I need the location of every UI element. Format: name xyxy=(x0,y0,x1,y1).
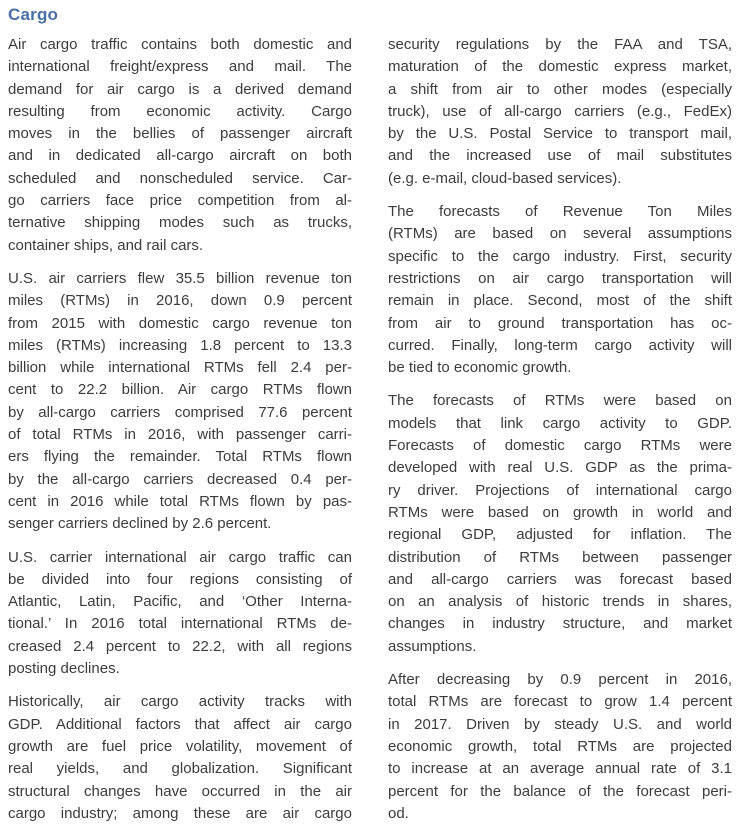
text-line: specific to the cargo industry. First, security xyxy=(388,247,732,265)
text-line: to increase at an average annual rate of 3.1 xyxy=(388,760,732,778)
text-line: ers flying the remainder. Total RTMs flown xyxy=(8,448,352,466)
text-line: from air to ground transportation has oc- xyxy=(388,314,732,332)
text-line: real yields, and globalization. Significant xyxy=(8,760,352,778)
column-right xyxy=(388,34,732,836)
text-line: container ships, and rail cars. xyxy=(8,236,204,254)
text-line: by the U.S. Postal Service to transport mail, xyxy=(388,125,732,143)
paragraph xyxy=(388,390,732,658)
text-line: go carriers face price competition from al- xyxy=(8,192,352,210)
text-line: and in dedicated all-cargo aircraft on both xyxy=(8,147,352,165)
text-line: U.S. air carriers flew 35.5 billion revenue ton xyxy=(8,269,352,287)
text-line: ry driver. Projections of international cargo xyxy=(388,481,732,499)
text-line: scheduled and nonscheduled service. Car- xyxy=(8,169,352,187)
paragraph xyxy=(8,268,352,536)
page-title: Cargo xyxy=(8,5,59,24)
text-line: creased 2.4 percent to 22.2, with all regions xyxy=(8,637,352,655)
two-column-layout xyxy=(8,34,733,836)
text-line: be divided into four regions consisting of xyxy=(8,570,352,588)
text-line: truck), use of all-cargo carriers (e.g., FedEx) xyxy=(388,102,732,120)
text-line: maturation of the domestic express market, xyxy=(388,58,732,76)
text-line: models that link cargo activity to GDP. xyxy=(388,414,732,432)
text-line: cent to 22.2 billion. Air cargo RTMs flown xyxy=(8,381,352,399)
paragraph xyxy=(8,691,352,825)
paragraph xyxy=(388,34,732,190)
text-line: cent in 2016 while total RTMs flown by pas- xyxy=(8,492,352,510)
text-line: changes in industry structure, and market xyxy=(388,615,732,633)
text-line: posting declines. xyxy=(8,660,120,678)
text-line: by the all-cargo carriers decreased 0.4 per- xyxy=(8,470,352,488)
text-line: and the increased use of mail substitutes xyxy=(388,147,732,165)
text-line: distribution of RTMs between passenger xyxy=(388,548,732,566)
text-line: RTMs were based on growth in world and xyxy=(388,503,732,521)
text-line: miles (RTMs) increasing 1.8 percent to 13.3 xyxy=(8,336,352,354)
paragraph xyxy=(388,201,732,379)
text-line: in 2017. Driven by steady U.S. and world xyxy=(388,715,732,733)
text-line: od. xyxy=(388,804,409,822)
text-line: Historically, air cargo activity tracks with xyxy=(8,693,352,711)
text-line: tional.’ In 2016 total international RTMs de- xyxy=(8,615,352,633)
text-line: by all-cargo carriers comprised 77.6 percent xyxy=(8,403,352,421)
text-line: U.S. carrier international air cargo traffic can xyxy=(8,548,352,566)
text-line: and all-cargo carriers was forecast based xyxy=(388,570,732,588)
text-line: miles (RTMs) in 2016, down 0.9 percent xyxy=(8,292,352,310)
text-line: international freight/express and mail. The xyxy=(8,58,352,76)
text-line: on an analysis of historic trends in shares, xyxy=(388,593,732,611)
text-line: total RTMs are forecast to grow 1.4 percent xyxy=(388,693,732,711)
text-line: Atlantic, Latin, Pacific, and ‘Other Interna- xyxy=(8,593,352,611)
text-line: structural changes have occurred in the air xyxy=(8,782,352,800)
text-line: remain in place. Second, most of the shift xyxy=(388,292,732,310)
text-line: of total RTMs in 2016, with passenger carri- xyxy=(8,426,352,444)
text-line: Air cargo traffic contains both domestic and xyxy=(8,36,352,53)
paragraph xyxy=(8,547,352,681)
text-line: resulting from economic activity. Cargo xyxy=(8,102,352,120)
text-line: cargo industry; among these are air cargo xyxy=(8,804,352,822)
text-line: restrictions on air cargo transportation will xyxy=(388,269,732,287)
text-line: growth are fuel price volatility, movement of xyxy=(8,737,352,755)
text-line: regional GDP, adjusted for inflation. The xyxy=(388,526,732,544)
text-line: a shift from air to other modes (especially xyxy=(388,80,732,98)
text-line: (RTMs) are based on several assumptions xyxy=(388,225,732,243)
column-left xyxy=(8,34,352,836)
text-line: The forecasts of Revenue Ton Miles xyxy=(388,203,732,221)
text-line: After decreasing by 0.9 percent in 2016, xyxy=(388,671,732,689)
text-line: percent for the balance of the forecast peri- xyxy=(388,782,732,800)
text-line: Forecasts of domestic cargo RTMs were xyxy=(388,437,732,455)
paragraph xyxy=(388,669,732,825)
text-line: curred. Finally, long-term cargo activity will xyxy=(388,336,732,354)
text-line: senger carriers declined by 2.6 percent. xyxy=(8,515,272,533)
text-line: ternative shipping modes such as trucks, xyxy=(8,214,352,232)
text-line: GDP. Additional factors that affect air cargo xyxy=(8,715,352,733)
text-line: The forecasts of RTMs were based on xyxy=(388,392,732,410)
text-line: be tied to economic growth. xyxy=(388,359,572,377)
text-line: security regulations by the FAA and TSA, xyxy=(388,36,732,53)
text-line: developed with real U.S. GDP as the prima- xyxy=(388,459,732,477)
text-line: (e.g. e-mail, cloud-based services). xyxy=(388,169,622,187)
text-line: moves in the bellies of passenger aircraft xyxy=(8,125,352,143)
text-line: economic growth, total RTMs are projected xyxy=(388,737,732,755)
paragraph xyxy=(8,34,352,257)
text-line: demand for air cargo is a derived demand xyxy=(8,80,352,98)
text-line: billion while international RTMs fell 2.4 per- xyxy=(8,359,352,377)
text-line: from 2015 with domestic cargo revenue ton xyxy=(8,314,352,332)
text-line: assumptions. xyxy=(388,637,477,655)
